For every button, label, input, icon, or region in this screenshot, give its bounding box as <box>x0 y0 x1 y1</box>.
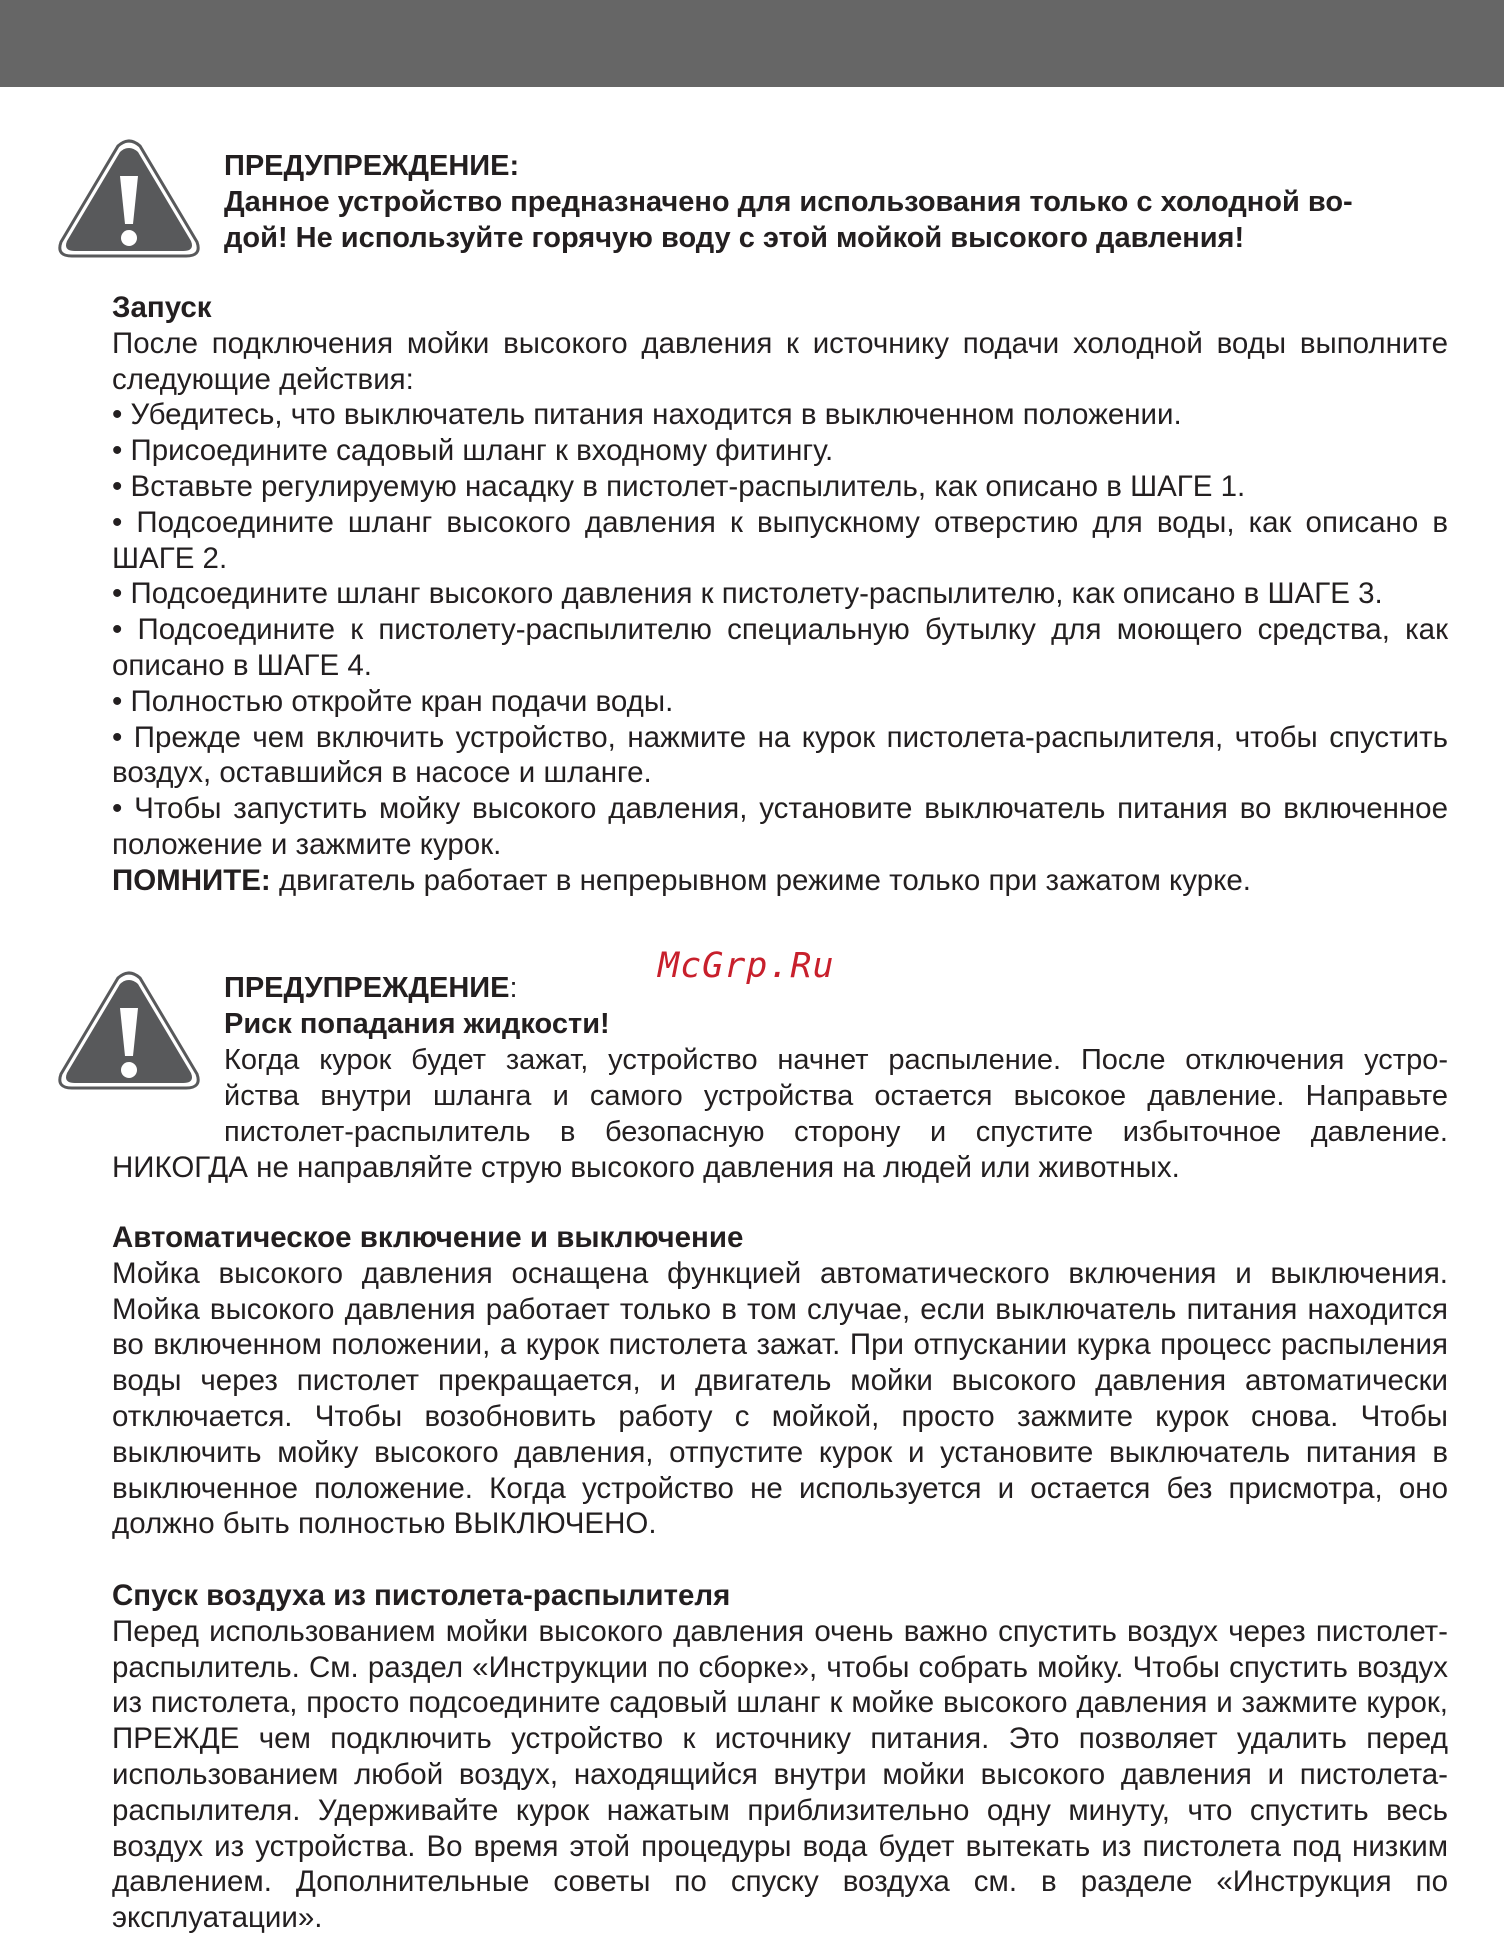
remember-note <box>112 863 1448 899</box>
remember-label: ПОМНИТЕ: <box>112 863 271 897</box>
warning-1-line: дой! Не используйте горячую воду с этой мойкой высокого давления! <box>224 222 1245 254</box>
list-item: • Чтобы запустить мойку высокого давления, установите выключатель питания во включенное положение и зажмите курок. <box>112 792 1448 861</box>
list-item: • Полностью откройте кран подачи воды. <box>112 684 674 718</box>
auto-paragraph: Мойка высокого давления оснащена функцией автоматического включения и выключения. Мойка высокого давления работает только в том случае, если выключатель питания находится во включенном положении, а курок пистолета зажат. При отпускании курка процесс распыления воды через пистолет прекращается, и двигатель мойки высокого давления автоматически отключается. Чтобы возобновить работу с мойкой, просто зажмите курок снова. Чтобы выключить мойку высокого давления, отпустите курок и установите выключатель питания в выключенное положение. Когда устройство не используется и остается без присмотра, оно должно быть полностью ВЫКЛЮЧЕНО. <box>112 1256 1448 1541</box>
warning-2-title-text: ПРЕДУПРЕЖДЕНИЕ <box>224 972 510 1004</box>
warning-2-continuation <box>112 1150 1448 1186</box>
section-heading: Автоматическое включение и выключение <box>112 1221 744 1254</box>
list-item: • Подсоедините шланг высокого давления к пистолету-распылителю, как описано в ШАГЕ 3. <box>112 577 1383 611</box>
air-section <box>112 1578 1448 1936</box>
remember-text: двигатель работает в непрерывном режиме только при зажатом курке. <box>270 863 1251 897</box>
warning-2-line: НИКОГДА не направляйте струю высокого давления на людей или животных. <box>112 1151 1180 1184</box>
list-item: • Прежде чем включить устройство, нажмите на курок пистолета-распылителя, чтобы спустить воздух, оставшийся в насосе и шланге. <box>112 720 1448 790</box>
list-item: • Убедитесь, что выключатель питания находится в выключенном положении. <box>112 398 1182 432</box>
warning-triangle-icon <box>56 970 202 1092</box>
header-bar <box>0 0 1504 87</box>
startup-intro: После подключения мойки высокого давления к источнику подачи холодной воды выполните следующие действия: <box>112 326 1448 396</box>
list-item: • Присоедините садовый шланг к входному фитингу. <box>112 434 834 468</box>
warning-2-line: йства внутри шланга и самого устройства остается высокое давление. Направьте <box>224 1080 1448 1112</box>
warning-2-title <box>224 970 1448 1006</box>
auto-section <box>112 1220 1448 1542</box>
section-heading: Запуск <box>112 291 212 324</box>
startup-section <box>112 290 1448 899</box>
list-item: • Подсоедините к пистолету-распылителю специальную бутылку для моющего средства, как описано в ШАГЕ 4. <box>112 613 1448 682</box>
section-heading: Спуск воздуха из пистолета-распылителя <box>112 1579 731 1612</box>
list-item: • Вставьте регулируемую насадку в пистолет-распылитель, как описано в ШАГЕ 1. <box>112 469 1246 503</box>
air-paragraph: Перед использованием мойки высокого давления очень важно спустить воздух через пистолет-распылитель. См. раздел «Инструкции по сборке», чтобы собрать мойку. Чтобы спустить воздух из пистолета, просто подсоедините садовый шланг к мойке высокого давления и зажмите курок, ПРЕЖДЕ чем подключить устройство к источнику питания. Это позволяет удалить перед использованием любой воздух, находящийся внутри мойки высокого давления и пистолета-распылителя. Удерживайте курок нажатым приблизительно одну минуту, что спустить весь воздух из устройства. Во время этой процедуры вода будет вытекать из пистолета под низким давлением. Дополнительные советы по спуску воздуха см. в разделе «Инструкция по эксплуатации». <box>112 1614 1448 1935</box>
warning-2-subtitle: Риск попадания жидкости! <box>224 1008 610 1040</box>
warning-triangle-icon <box>56 138 202 260</box>
warning-2-title-colon: : <box>509 972 518 1004</box>
warning-1-title: ПРЕДУПРЕЖДЕНИЕ: <box>224 150 520 182</box>
warning-2-line: Когда курок будет зажат, устройство начнет распыление. После отключения устро- <box>224 1044 1448 1076</box>
warning-1-line: Данное устройство предназначено для использования только с холодной во- <box>224 186 1353 218</box>
warning-block-2 <box>224 970 1448 1150</box>
warning-block-1 <box>224 148 1448 256</box>
list-item: • Подсоедините шланг высокого давления к выпускному отверстию для воды, как описано в ШАГЕ 2. <box>112 505 1448 575</box>
watermark: McGrp.Ru <box>658 946 835 986</box>
warning-2-line: пистолет-распылитель в безопасную сторону и спустите избыточное давление. <box>224 1116 1448 1148</box>
